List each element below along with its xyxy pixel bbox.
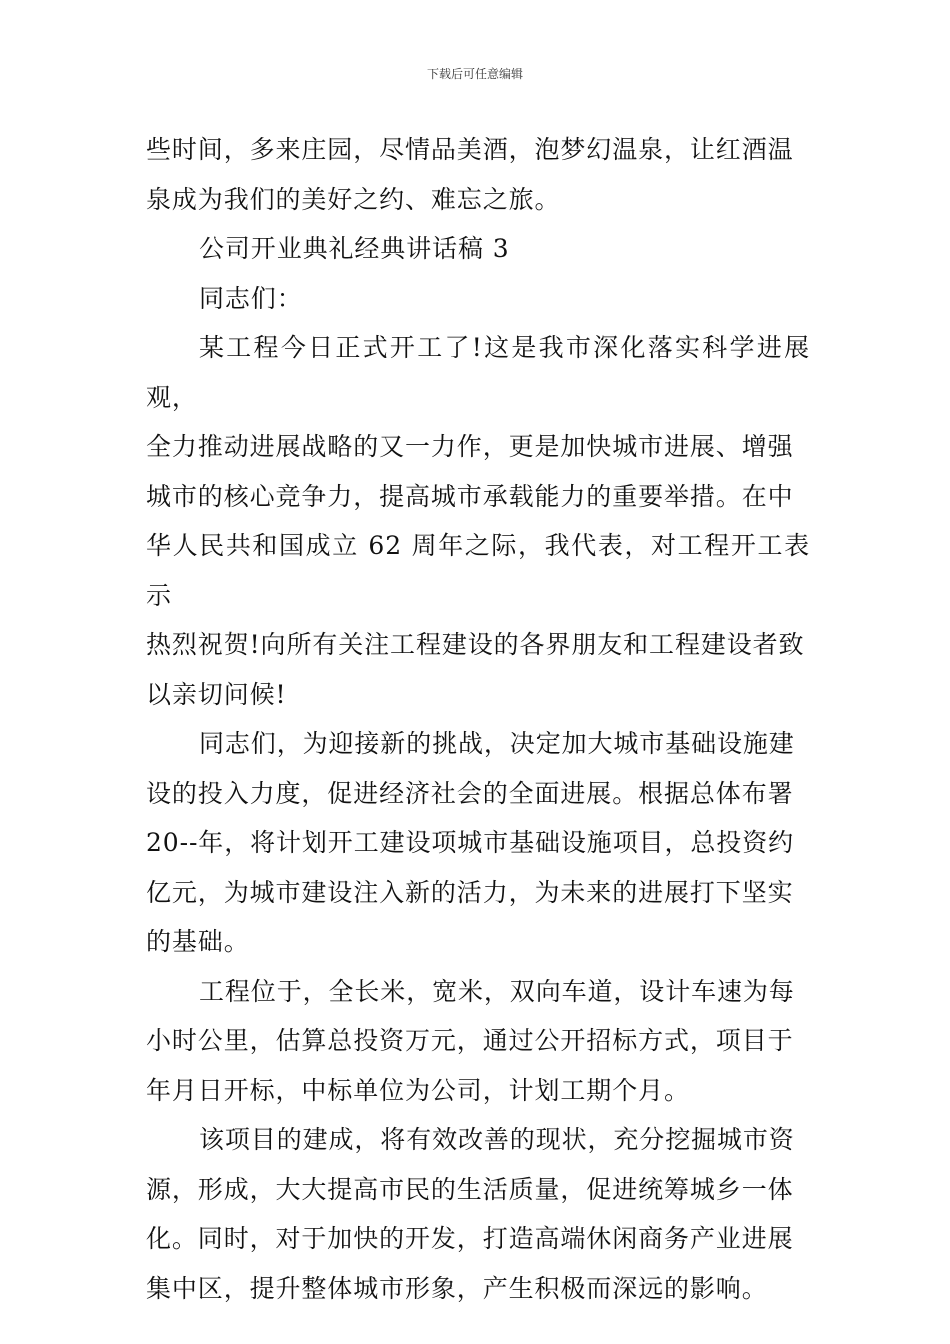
paragraph-p2 bbox=[146, 719, 810, 967]
text-line: 华人民共和国成立 62 周年之际，我代表，对工程开工表示 bbox=[146, 531, 810, 610]
text-line: 源，形成，大大提高市民的生活质量，促进统筹城乡一体 bbox=[146, 1174, 794, 1204]
text-line: 的基础。 bbox=[146, 927, 250, 956]
text-line: 亿元，为城市建设注入新的活力，为未来的进展打下坚实 bbox=[146, 877, 794, 907]
paragraph-p1 bbox=[146, 323, 810, 719]
text-line: 公司开业典礼经典讲话稿 3 bbox=[199, 234, 510, 263]
text-line: 同志们： bbox=[199, 283, 303, 313]
document-body bbox=[146, 125, 810, 1313]
text-line: 20--年，将计划开工建设项城市基础设施项目，总投资约 bbox=[146, 828, 795, 857]
paragraph-salutation bbox=[146, 274, 810, 324]
paragraph-continuation bbox=[146, 125, 810, 224]
text-line: 该项目的建成，将有效改善的现状，充分挖掘城市资 bbox=[199, 1125, 795, 1154]
text-line: 以亲切问候! bbox=[146, 679, 287, 709]
text-line: 热烈祝贺!向所有关注工程建设的各界朋友和工程建设者致 bbox=[146, 630, 805, 659]
text-line: 年月日开标，中标单位为公司，计划工期个月。 bbox=[146, 1075, 690, 1105]
text-line: 泉成为我们的美好之约、难忘之旅。 bbox=[146, 184, 561, 214]
text-line: 全力推动进展战略的又一力作，更是加快城市进展、增强 bbox=[146, 432, 794, 461]
paragraph-title bbox=[146, 224, 810, 274]
page-header-caption: 下载后可任意编辑 bbox=[426, 67, 523, 81]
text-line: 工程位于，全长米，宽米，双向车道，设计车速为每 bbox=[199, 976, 795, 1006]
paragraph-p3 bbox=[146, 967, 810, 1116]
text-line: 些时间，多来庄园，尽情品美酒，泡梦幻温泉，让红酒温 bbox=[146, 135, 794, 164]
text-line: 城市的核心竞争力，提高城市承载能力的重要举措。在中 bbox=[146, 481, 794, 511]
paragraph-p4 bbox=[146, 1115, 810, 1313]
text-line: 化。同时，对于加快的开发，打造高端休闲商务产业进展 bbox=[146, 1224, 794, 1253]
text-line: 同志们，为迎接新的挑战，决定加大城市基础设施建 bbox=[199, 729, 795, 758]
text-line: 某工程今日正式开工了!这是我市深化落实科学进展观， bbox=[146, 333, 810, 412]
text-line: 小时公里，估算总投资万元，通过公开招标方式，项目于 bbox=[146, 1026, 794, 1055]
text-line: 设的投入力度，促进经济社会的全面进展。根据总体布署 bbox=[146, 778, 794, 808]
text-line: 集中区，提升整体城市形象，产生积极而深远的影响。 bbox=[146, 1273, 768, 1303]
